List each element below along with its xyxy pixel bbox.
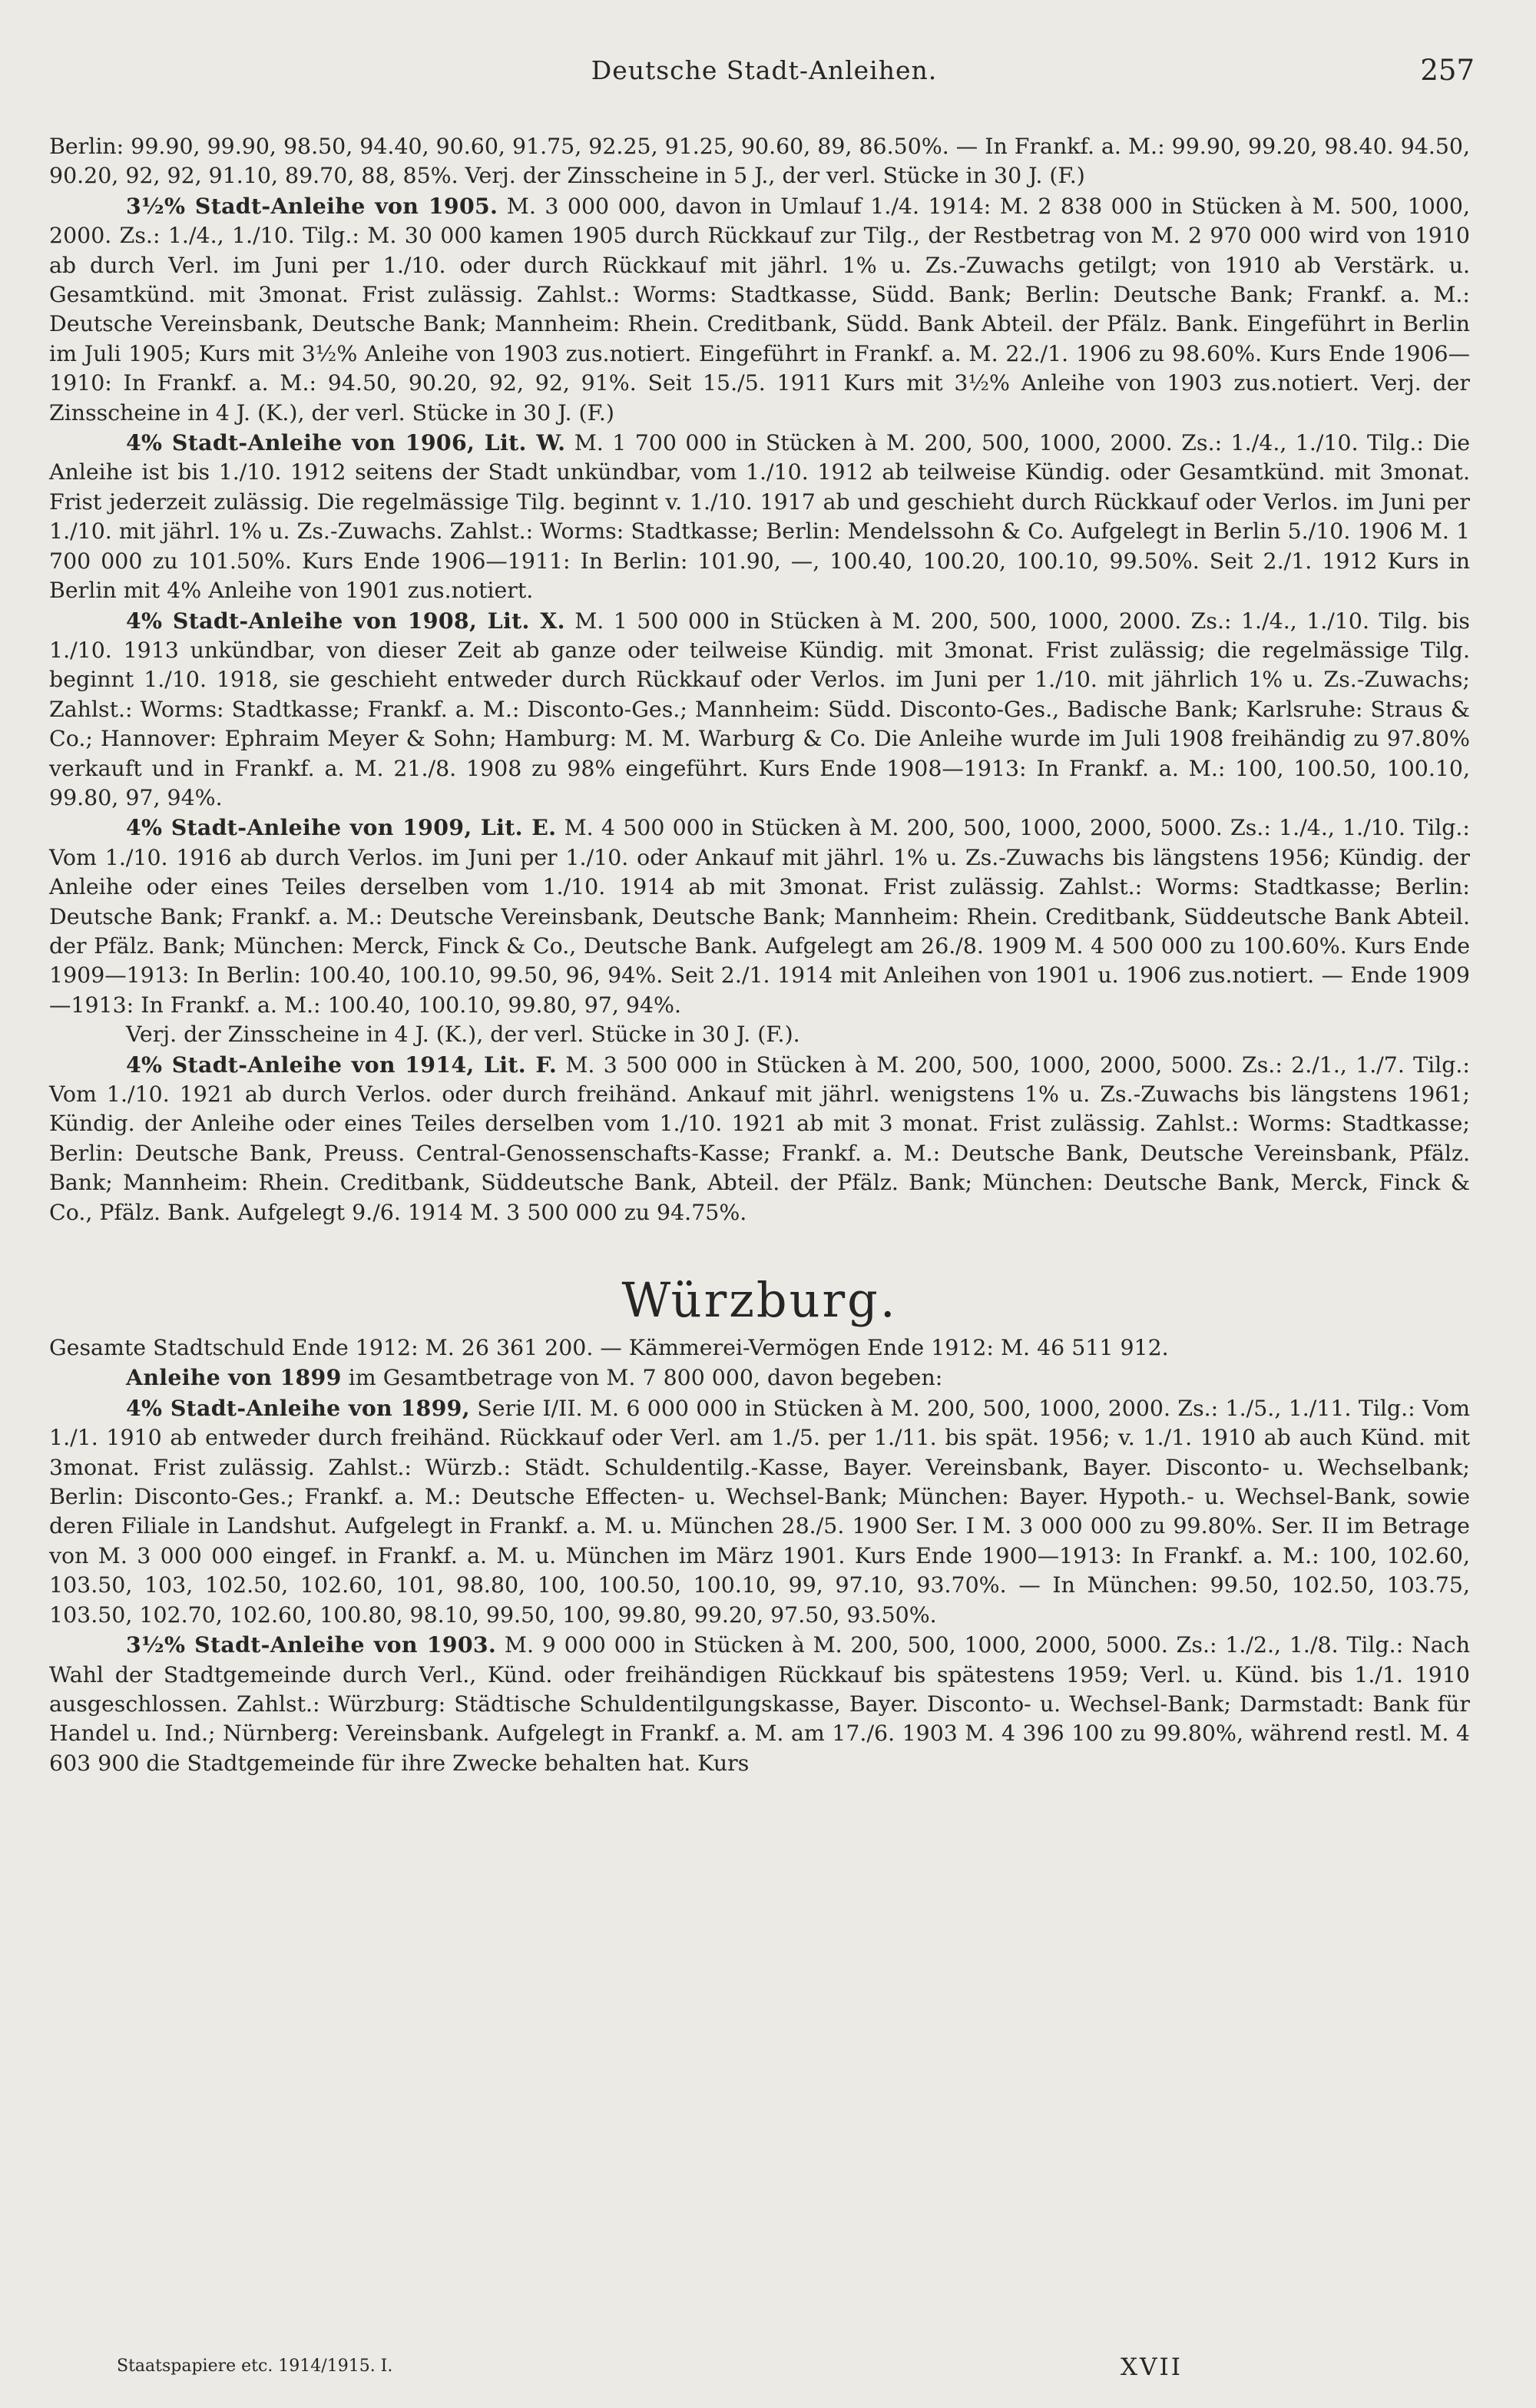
loan-1906-heading: 4% Stadt-Anleihe von 1906, Lit. W.: [126, 429, 566, 456]
page-footer: [117, 2353, 1413, 2387]
loan-1908-heading: 4% Stadt-Anleihe von 1908, Lit. X.: [126, 607, 565, 634]
running-title: Deutsche Stadt-Anleihen.: [591, 55, 938, 85]
loan-1903-text: M. 9 000 000 in Stücken à M. 200, 500, 1000, 2000, 5000. Zs.: 1./2., 1./8. Tilg.: Nach Wahl der Stadtgemeinde durch Verl., Künd. oder freihändigen Rückkauf bis spätestens 1959; Verl. u. Künd. bis 1./1. 1910 ausgeschlossen. Zahlst.: Würzburg: Städtische Schuldentilgungskasse, Bayer. Disconto- u. Wechsel-Bank; Darmstadt: Bank für Handel u. Ind.; Nürnberg: Vereinsbank. Aufgelegt in Frankf. a. M. am 17./6. 1903 M. 4 396 100 zu 99.80%, während restl. M. 4 603 900 die Stadtgemeinde für ihre Zwecke behalten hat. Kurs: [49, 1632, 1470, 1776]
loan-1909-text: M. 4 500 000 in Stücken à M. 200, 500, 1000, 2000, 5000. Zs.: 1./4., 1./10. Tilg.: Vom 1./10. 1916 ab durch Verlos. im Juni per 1./10. oder Ankauf mit jährl. 1% u. Zs.-Zuwachs bis längstens 1956; Kündig. der Anleihe oder eines Teiles derselben vom 1./10. 1914 ab mit 3monat. Frist zulässig. Zahlst.: Worms: Stadtkasse; Berlin: Deutsche Bank; Frankf. a. M.: Deutsche Vereinsbank, Deutsche Bank; Mannheim: Rhein. Creditbank, Süddeutsche Bank Abteil. der Pfälz. Bank; München: Merck, Finck & Co., Deutsche Bank. Aufgelegt am 26./8. 1909 M. 4 500 000 zu 100.60%. Kurs Ende 1909—1913: In Berlin: 100.40, 100.10, 99.50, 96, 94%. Seit 2./1. 1914 mit Anleihen von 1901 u. 1906 zus.notiert. — Ende 1909—1913: In Frankf. a. M.: 100.40, 100.10, 99.80, 97, 94%.: [49, 815, 1470, 1018]
loan-1914-heading: 4% Stadt-Anleihe von 1914, Lit. F.: [126, 1051, 558, 1078]
wuerzburg-summary: Gesamte Stadtschuld Ende 1912: M. 26 361 200. — Kämmerei-Vermögen Ende 1912: M. 46 511 912.: [49, 1335, 1169, 1361]
loan-1899-group-heading: Anleihe von 1899: [126, 1364, 342, 1391]
loan-1899-heading: 4% Stadt-Anleihe von 1899,: [126, 1394, 470, 1421]
wuerzburg-loan-1903-entry: [49, 1630, 1470, 1778]
wuerzburg-loan-1899-entry: [49, 1393, 1470, 1630]
page-header: [54, 55, 1475, 94]
loan-1909-verj: Verj. der Zinsscheine in 4 J. (K.), der verl. Stücke in 30 J. (F.).: [126, 1022, 800, 1048]
wuerzburg-loan-1899-group: [49, 1363, 1470, 1393]
footer-source: Staatspapiere etc. 1914/1915. I.: [117, 2357, 393, 2376]
worms-courses-paragraph: [49, 132, 1470, 191]
loan-1903-heading: 3½% Stadt-Anleihe von 1903.: [126, 1631, 497, 1658]
loan-1909-heading: 4% Stadt-Anleihe von 1909, Lit. E.: [126, 814, 557, 841]
page-number: 257: [1420, 54, 1475, 87]
loan-1905-entry: [49, 191, 1470, 428]
loan-1899-text: Serie I/II. M. 6 000 000 in Stücken à M. 200, 500, 1000, 2000. Zs.: 1./5., 1./11. Tilg.: Vom 1./1. 1910 ab entweder durch freihänd. Rückkauf oder Verl. am 1./5. per 1./11. bis spät. 1956; v. 1./1. 1910 ab auch Künd. mit 3monat. Frist zulässig. Zahlst.: Würzb.: Städt. Schuldentilg.-Kasse, Bayer. Vereinsbank, Bayer. Disconto- u. Wechselbank; Berlin: Disconto-Ges.; Frankf. a. M.: Deutsche Effecten- u. Wechsel-Bank; München: Bayer. Hypoth.- u. Wechsel-Bank, sowie deren Filiale in Landshut. Aufgelegt in Frankf. a. M. u. München 28./5. 1900 Ser. I M. 3 000 000 zu 99.80%. Ser. II im Betrage von M. 3 000 000 eingef. in Frankf. a. M. u. München im März 1901. Kurs Ende 1900—1913: In Frankf. a. M.: 100, 102.60, 103.50, 103, 102.50, 102.60, 101, 98.80, 100, 100.50, 100.10, 99, 97.10, 93.70%. — In München: 99.50, 102.50, 103.75, 103.50, 102.70, 102.60, 100.80, 98.10, 99.50, 100, 99.80, 99.20, 97.50, 93.50%.: [49, 1395, 1470, 1628]
loan-1908-text: M. 1 500 000 in Stücken à M. 200, 500, 1000, 2000. Zs.: 1./4., 1./10. Tilg. bis 1./10. 1913 unkündbar, von dieser Zeit ab ganze oder teilweise Kündig. mit 3monat. Frist zulässig; die regelmässige Tilg. beginnt 1./10. 1918, sie geschieht entweder durch Rückkauf oder Verlos. im Juni per 1./10. mit jährlich 1% u. Zs.-Zuwachs; Zahlst.: Worms: Stadtkasse; Frankf. a. M.: Disconto-Ges.; Mannheim: Südd. Disconto-Ges., Badische Bank; Karlsruhe: Straus & Co.; Hannover: Ephraim Meyer & Sohn; Hamburg: M. M. Warburg & Co. Die Anleihe wurde im Juli 1908 freihändig zu 97.80% verkauft und in Frankf. a. M. 21./8. 1908 zu 98% eingeführt. Kurs Ende 1908—1913: In Frankf. a. M.: 100, 100.50, 100.10, 99.80, 97, 94%.: [49, 608, 1470, 810]
worms-courses-text: Berlin: 99.90, 99.90, 98.50, 94.40, 90.60, 91.75, 92.25, 91.25, 90.60, 89, 86.50%. — In Frankf. a. M.: 99.90, 99.20, 98.40. 94.50, 90.20, 92, 92, 91.10, 89.70, 88, 85%. Verj. der Zinsscheine in 5 J., der verl. Stücke in 30 J. (F.): [49, 134, 1470, 189]
body-text: [49, 132, 1470, 1778]
loan-1908-entry: [49, 606, 1470, 813]
loan-1906-entry: [49, 428, 1470, 605]
loan-1914-text: M. 3 500 000 in Stücken à M. 200, 500, 1000, 2000, 5000. Zs.: 2./1., 1./7. Tilg.: Vom 1./10. 1921 ab durch Verlos. oder durch freihänd. Ankauf mit jährl. wenigstens 1% u. Zs.-Zuwachs bis längstens 1961; Kündig. der Anleihe oder eines Teiles derselben vom 1./10. 1921 ab mit 3 monat. Frist zulässig. Zahlst.: Worms: Stadtkasse; Berlin: Deutsche Bank, Preuss. Central-Genossenschafts-Kasse; Frankf. a. M.: Deutsche Bank, Deutsche Vereinsbank, Pfälz. Bank; Mannheim: Rhein. Creditbank, Süddeutsche Bank, Abteil. der Pfälz. Bank; München: Deutsche Bank, Merck, Finck & Co., Pfälz. Bank. Aufgelegt 9./6. 1914 M. 3 500 000 zu 94.75%.: [49, 1052, 1470, 1225]
loan-1909-entry: [49, 813, 1470, 1020]
footer-signature-mark: XVII: [1121, 2353, 1183, 2381]
loan-1899-group-text: im Gesamtbetrage von M. 7 800 000, davon begeben:: [348, 1365, 943, 1391]
loan-1906-text: M. 1 700 000 in Stücken à M. 200, 500, 1000, 2000. Zs.: 1./4., 1./10. Tilg.: Die Anleihe ist bis 1./10. 1912 seitens der Stadt unkündbar, vom 1./10. 1912 ab teilweise Kündig. oder Gesamtkünd. mit 3monat. Frist jederzeit zulässig. Die regelmässige Tilg. beginnt v. 1./10. 1917 ab und geschieht durch Rückkauf oder Verlos. im Juni per 1./10. mit jährl. 1% u. Zs.-Zuwachs. Zahlst.: Worms: Stadtkasse; Berlin: Mendelssohn & Co. Aufgelegt in Berlin 5./10. 1906 M. 1 700 000 zu 101.50%. Kurs Ende 1906—1911: In Berlin: 101.90, —, 100.40, 100.20, 100.10, 99.50%. Seit 2./1. 1912 Kurs in Berlin mit 4% Anleihe von 1901 zus.notiert.: [49, 430, 1471, 604]
loan-1905-heading: 3½% Stadt-Anleihe von 1905.: [126, 192, 498, 219]
city-title: Würzburg.: [621, 1272, 898, 1329]
loan-1905-text: M. 3 000 000, davon in Umlauf 1./4. 1914: M. 2 838 000 in Stücken à M. 500, 1000, 2000. Zs.: 1./4., 1./10. Tilg.: M. 30 000 kamen 1905 durch Rückkauf zur Tilg., der Restbetrag von M. 2 970 000 wird von 1910 ab durch Verl. im Juni per 1./10. oder durch Rückkauf mit jährl. 1% u. Zs.-Zuwachs getilgt; von 1910 ab Verstärk. u. Gesamtkünd. mit 3monat. Frist zulässig. Zahlst.: Worms: Stadtkasse, Südd. Bank; Berlin: Deutsche Bank; Frankf. a. M.: Deutsche Vereinsbank, Deutsche Bank; Mannheim: Rhein. Creditbank, Südd. Bank Abteil. der Pfälz. Bank. Eingeführt in Berlin im Juli 1905; Kurs mit 3½% Anleihe von 1903 zus.notiert. Eingeführt in Frankf. a. M. 22./1. 1906 zu 98.60%. Kurs Ende 1906—1910: In Frankf. a. M.: 94.50, 90.20, 92, 92, 91%. Seit 15./5. 1911 Kurs mit 3½% Anleihe von 1903 zus.notiert. Verj. der Zinsscheine in 4 J. (K.), der verl. Stücke in 30 J. (F.): [49, 193, 1470, 426]
loan-1914-entry: [49, 1050, 1470, 1227]
